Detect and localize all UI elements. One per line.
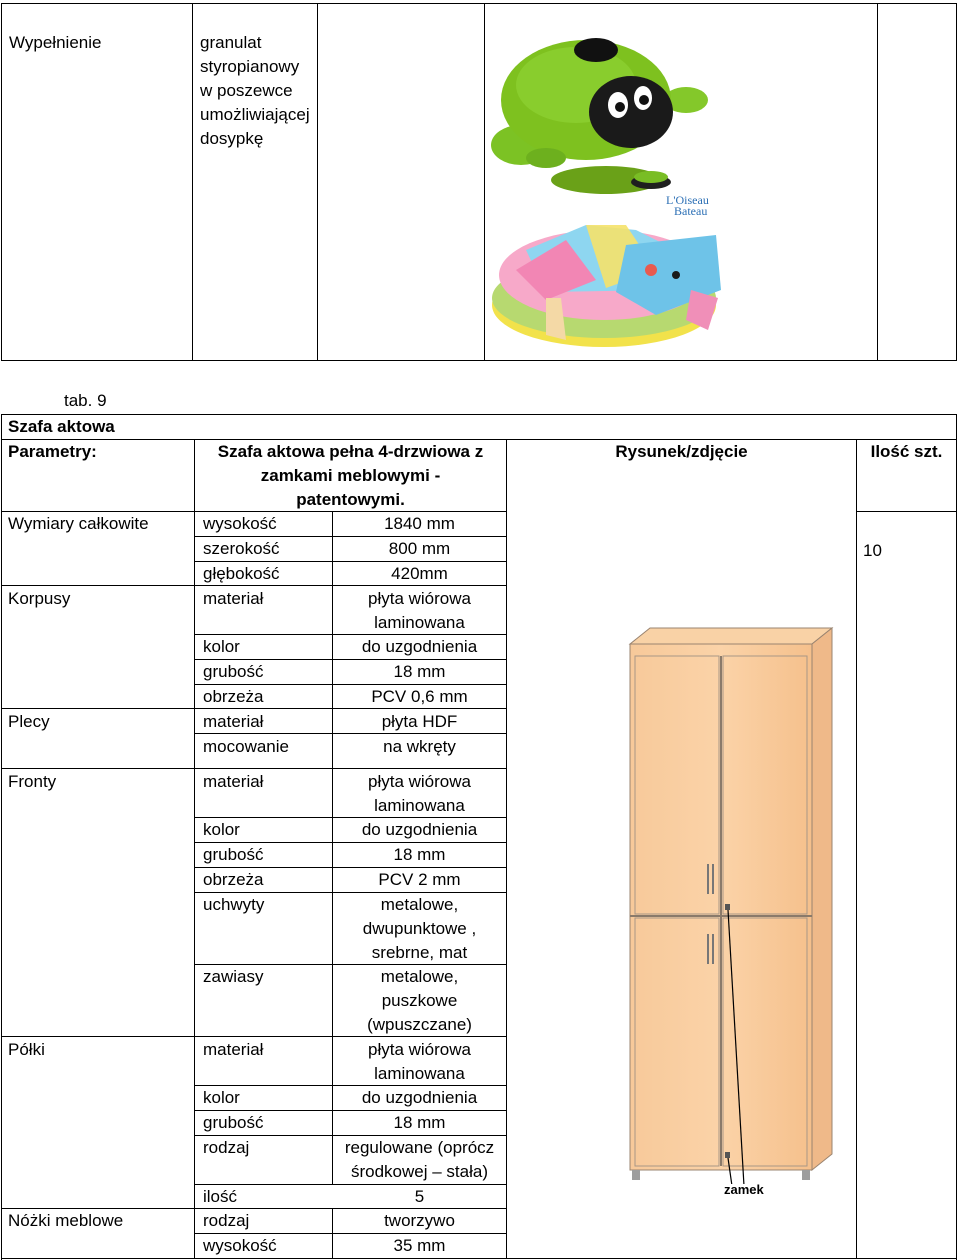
lock-label: zamek xyxy=(724,1182,764,1197)
attribute-value: 18 mm xyxy=(393,845,446,864)
attribute-value: do uzgodnienia xyxy=(361,1088,478,1107)
attribute-value: 1840 mm xyxy=(384,514,455,533)
attribute-value: laminowana xyxy=(374,1064,465,1083)
attribute-label: obrzeża xyxy=(203,870,264,889)
attribute-value: do uzgodnienia xyxy=(361,637,478,656)
params-header: Parametry: xyxy=(8,442,97,461)
attribute-value: regulowane (oprócz xyxy=(344,1138,495,1157)
attribute-value: do uzgodnienia xyxy=(361,820,478,839)
attribute-label: rodzaj xyxy=(203,1138,250,1157)
cushion-toy xyxy=(492,225,721,347)
attribute-value: 18 mm xyxy=(393,1113,446,1132)
attribute-label: materiał xyxy=(203,772,264,791)
group-label: Fronty xyxy=(8,772,57,791)
filling-value: granulat styropianowy w poszewce umożliwiającej dosypkę xyxy=(200,33,310,148)
attribute-label: uchwyty xyxy=(203,895,265,914)
attribute-label: zawiasy xyxy=(203,967,264,986)
attribute-value: płyta wiórowa xyxy=(368,1040,471,1059)
attribute-value: srebrne, mat xyxy=(371,943,468,962)
group-label: Korpusy xyxy=(8,589,71,608)
quantity-value: 10 xyxy=(863,541,882,560)
attribute-value: PCV 0,6 mm xyxy=(371,687,468,706)
attribute-value: PCV 2 mm xyxy=(378,870,461,889)
group-label: Wymiary całkowite xyxy=(8,514,149,533)
attribute-value: (wpuszczane) xyxy=(367,1015,472,1034)
attribute-value: 35 mm xyxy=(393,1236,446,1255)
product-name: Szafa aktowa pełna 4-drzwiowa z zamkami meblowymi - patentowymi. xyxy=(217,442,484,509)
drawing-header: Rysunek/zdjęcie xyxy=(615,442,748,461)
filling-label: Wypełnienie xyxy=(9,33,102,52)
attribute-label: mocowanie xyxy=(203,737,289,756)
attribute-value: 420mm xyxy=(391,564,448,583)
attribute-value: dwupunktowe , xyxy=(362,919,477,938)
qty-header: Ilość szt. xyxy=(870,442,943,461)
turtle-toy xyxy=(491,38,708,194)
attribute-label: materiał xyxy=(203,589,264,608)
attribute-label: wysokość xyxy=(203,1236,277,1255)
attribute-label: materiał xyxy=(203,1040,264,1059)
svg-text:L'Oiseau: L'Oiseau xyxy=(666,193,709,207)
tab-label: tab. 9 xyxy=(64,391,107,410)
attribute-value: tworzywo xyxy=(384,1211,455,1230)
attribute-value: 800 mm xyxy=(388,539,451,558)
attribute-label: obrzeża xyxy=(203,687,264,706)
group-label: Plecy xyxy=(8,712,50,731)
attribute-label: materiał xyxy=(203,712,264,731)
attribute-label: kolor xyxy=(203,637,240,656)
attribute-value: laminowana xyxy=(374,613,465,632)
attribute-label: kolor xyxy=(203,820,240,839)
product-photo xyxy=(486,30,726,360)
brand-logo xyxy=(631,171,709,218)
cabinet-drawing xyxy=(620,624,840,1184)
section-title: Szafa aktowa xyxy=(8,417,115,436)
attribute-value: płyta wiórowa xyxy=(368,589,471,608)
attribute-label: szerokość xyxy=(203,539,280,558)
attribute-value: płyta HDF xyxy=(381,712,458,731)
attribute-value: na wkręty xyxy=(383,737,456,756)
attribute-label: grubość xyxy=(203,662,264,681)
attribute-value: laminowana xyxy=(374,796,465,815)
attribute-value: 5 xyxy=(414,1187,425,1206)
attribute-label: grubość xyxy=(203,1113,264,1132)
attribute-label: wysokość xyxy=(203,514,277,533)
attribute-label: rodzaj xyxy=(203,1211,250,1230)
attribute-value: metalowe, xyxy=(380,895,459,914)
attribute-label: ilość xyxy=(203,1187,238,1206)
group-label: Półki xyxy=(8,1040,45,1059)
attribute-value: metalowe, xyxy=(380,967,459,986)
attribute-value: 18 mm xyxy=(393,662,446,681)
attribute-label: kolor xyxy=(203,1088,240,1107)
attribute-value: puszkowe xyxy=(381,991,458,1010)
attribute-label: głębokość xyxy=(203,564,280,583)
cabinet-body xyxy=(630,628,832,1184)
attribute-label: grubość xyxy=(203,845,264,864)
svg-text:Bateau: Bateau xyxy=(674,204,708,218)
attribute-value: środkowej – stała) xyxy=(350,1162,488,1181)
attribute-value: płyta wiórowa xyxy=(368,772,471,791)
group-label: Nóżki meblowe xyxy=(8,1211,124,1230)
